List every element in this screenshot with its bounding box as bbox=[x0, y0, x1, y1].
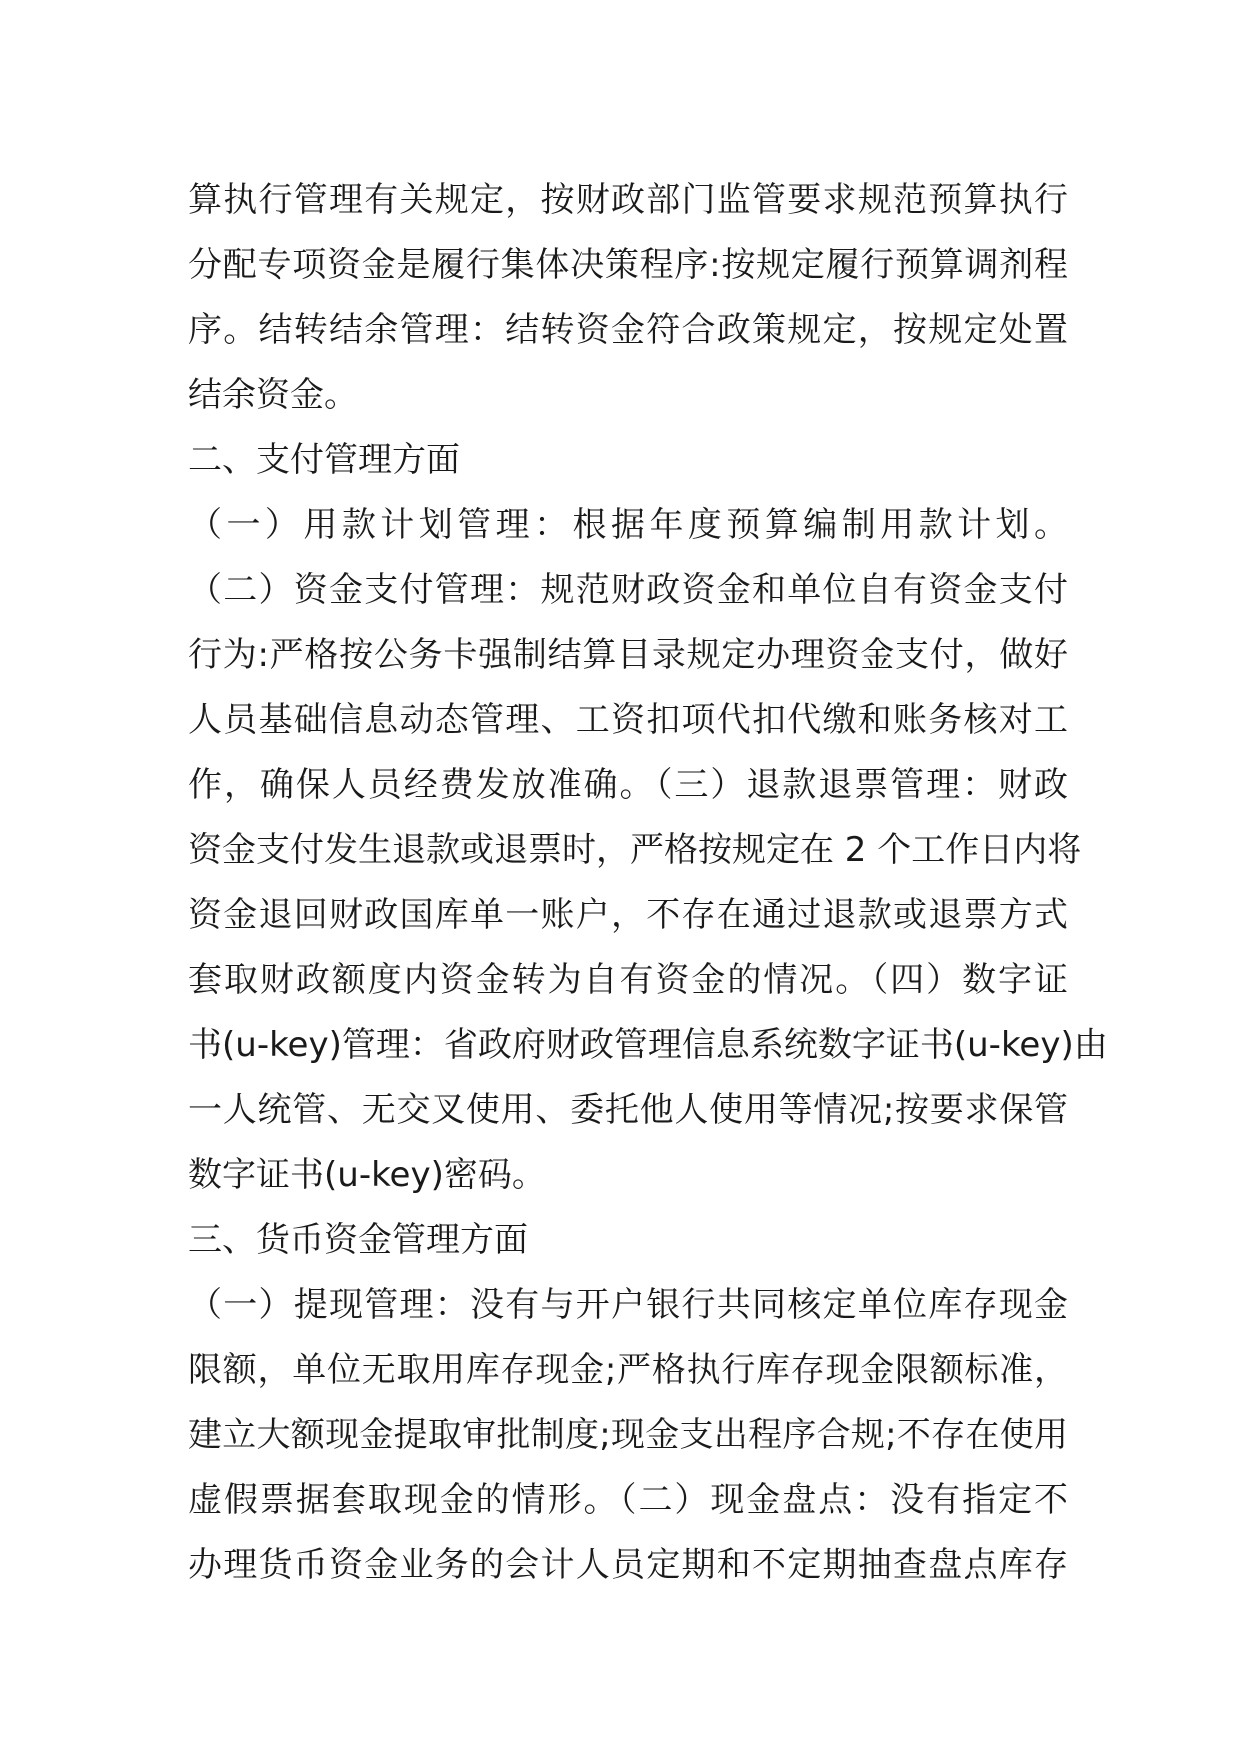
text-line: 算执行管理有关规定，按财政部门监管要求规范预算执行 bbox=[188, 180, 1068, 220]
text-line: （一）提现管理：没有与开户银行共同核定单位库存现金 bbox=[188, 1285, 1068, 1325]
text-line: （二）资金支付管理：规范财政资金和单位自有资金支付 bbox=[188, 570, 1068, 610]
text-line: 虚假票据套取现金的情形。（二）现金盘点：没有指定不 bbox=[188, 1480, 1068, 1520]
text-line: （一）用款计划管理：根据年度预算编制用款计划。 bbox=[188, 505, 1068, 545]
text-line: 资金支付发生退款或退票时，严格按规定在 2 个工作日内将 bbox=[188, 830, 1082, 870]
section-heading: 二、支付管理方面 bbox=[188, 440, 460, 480]
text-line: 数字证书(u-key)密码。 bbox=[188, 1155, 546, 1195]
text-line: 结余资金。 bbox=[188, 375, 358, 415]
text-line: 办理货币资金业务的会计人员定期和不定期抽查盘点库存 bbox=[188, 1545, 1068, 1585]
text-line: 人员基础信息动态管理、工资扣项代扣代缴和账务核对工 bbox=[188, 700, 1068, 740]
text-line: 限额，单位无取用库存现金;严格执行库存现金限额标准， bbox=[188, 1350, 1068, 1390]
text-line: 套取财政额度内资金转为自有资金的情况。（四）数字证 bbox=[188, 960, 1068, 1000]
text-line: 行为:严格按公务卡强制结算目录规定办理资金支付，做好 bbox=[188, 635, 1069, 675]
text-line: 作，确保人员经费发放准确。（三）退款退票管理：财政 bbox=[188, 765, 1068, 805]
text-line: 书(u-key)管理：省政府财政管理信息系统数字证书(u-key)由 bbox=[188, 1025, 1108, 1065]
section-heading: 三、货币资金管理方面 bbox=[188, 1220, 528, 1260]
document-body bbox=[188, 168, 1108, 1598]
text-line: 建立大额现金提取审批制度;现金支出程序合规;不存在使用 bbox=[188, 1415, 1068, 1455]
text-line: 分配专项资金是履行集体决策程序:按规定履行预算调剂程 bbox=[188, 245, 1068, 285]
text-line: 一人统管、无交叉使用、委托他人使用等情况;按要求保管 bbox=[188, 1090, 1068, 1130]
text-line: 序。结转结余管理：结转资金符合政策规定，按规定处置 bbox=[188, 310, 1068, 350]
text-line: 资金退回财政国库单一账户，不存在通过退款或退票方式 bbox=[188, 895, 1068, 935]
